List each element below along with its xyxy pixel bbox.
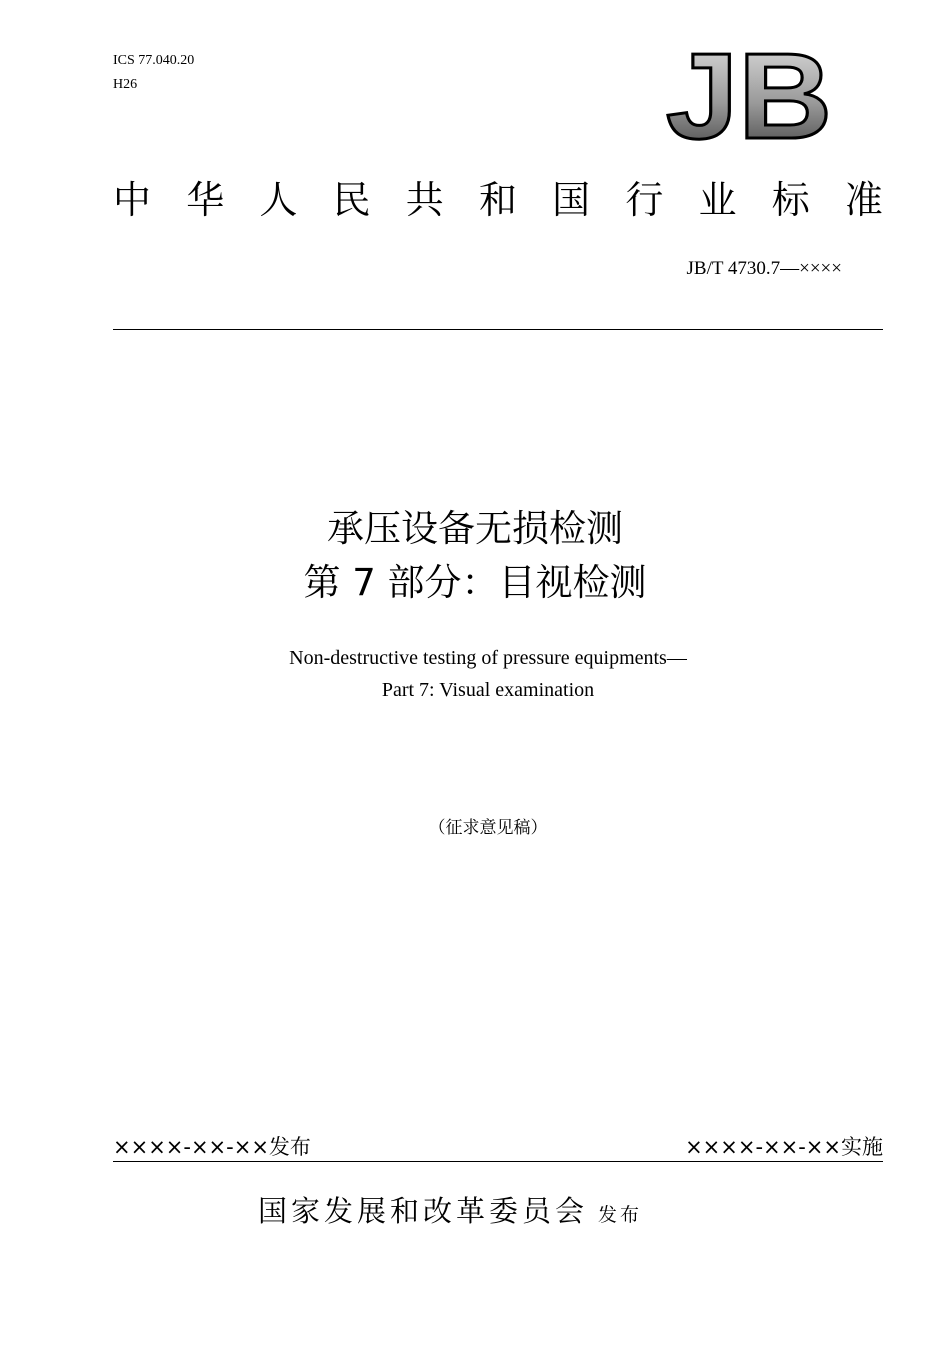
draft-status: （征求意见稿） (428, 818, 548, 838)
title-char: 华 (186, 178, 225, 222)
national-standard-title (113, 172, 883, 228)
title-char: 准 (844, 178, 883, 222)
title-char: 民 (332, 178, 371, 222)
bottom-rule (113, 1161, 883, 1162)
title-char: 行 (625, 178, 664, 222)
class-code: H26 (113, 77, 138, 92)
top-rule (113, 329, 883, 330)
ics-code: ICS 77.040.20 (113, 53, 195, 68)
title-cn-line1: 承压设备无损检测 (327, 507, 623, 550)
issuer (258, 1189, 642, 1230)
title-cn-line2: 第 7 部分：目视检测 (303, 561, 647, 604)
title-char: 和 (478, 178, 517, 222)
title-char: 共 (405, 178, 444, 222)
title-char: 国 (552, 178, 591, 222)
title-char: 标 (771, 178, 810, 222)
title-char: 业 (698, 178, 737, 222)
logo-text: JB (666, 40, 832, 145)
jb-logo (662, 40, 842, 145)
ics-block (113, 49, 194, 97)
title-en-line2: Part 7: Visual examination (381, 679, 595, 701)
title-char: 人 (259, 178, 298, 222)
issue-date: ××××-××-××发布 (113, 1135, 311, 1159)
standard-code: JB/T 4730.7—×××× (686, 258, 842, 279)
title-en-line1: Non-destructive testing of pressure equipments— (289, 647, 687, 669)
issuer-suffix: 发布 (598, 1204, 643, 1226)
issuer-name: 国家发展和改革委员会 (258, 1194, 589, 1228)
title-char: 中 (113, 178, 152, 222)
implement-date: ××××-××-××实施 (685, 1135, 883, 1159)
